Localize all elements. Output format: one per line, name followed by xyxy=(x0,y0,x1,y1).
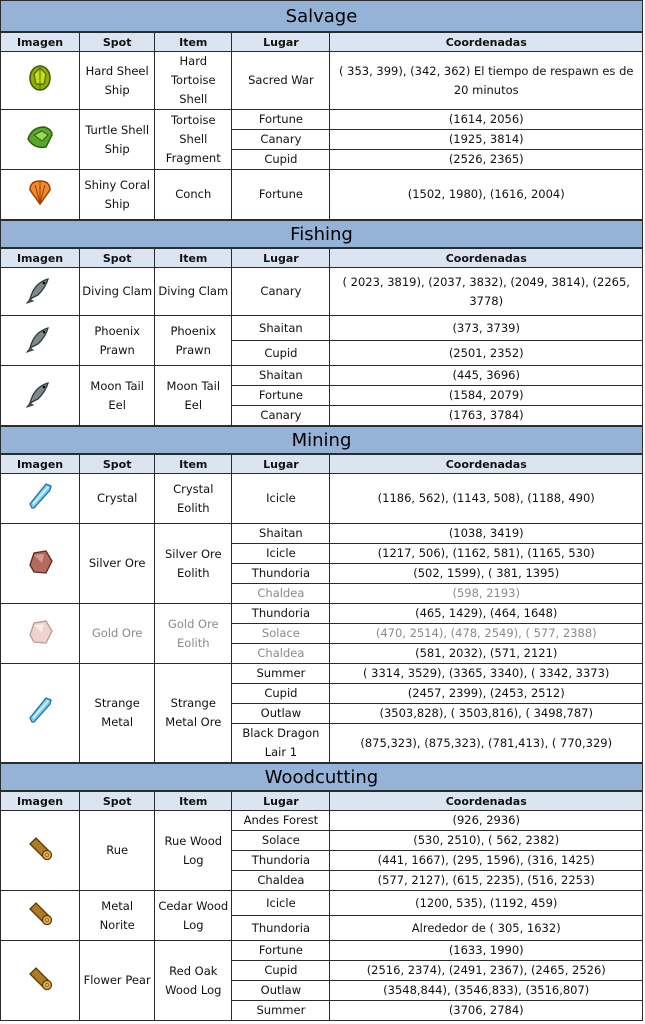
col-item: Item xyxy=(155,792,232,811)
row-coords: (1038, 3419) xyxy=(330,524,643,544)
crystal-icon xyxy=(24,480,56,512)
row-lugar: Cupid xyxy=(232,684,330,704)
row-coords: (1763, 3784) xyxy=(330,406,643,426)
row-lugar: Outlaw xyxy=(232,704,330,724)
header-row xyxy=(1,792,643,811)
row-lugar: Shaitan xyxy=(232,316,330,341)
table-row xyxy=(1,170,643,220)
salvage-table xyxy=(0,32,643,220)
row-item: Crystal Eolith xyxy=(155,474,232,524)
section-title-mining: Mining xyxy=(0,426,643,454)
row-coords: (3503,828), ( 3503,816), ( 3498,787) xyxy=(330,704,643,724)
row-coords: (2526, 2365) xyxy=(330,150,643,170)
row-item: Tortoise Shell Fragment xyxy=(155,110,232,170)
row-lugar: Sacred War xyxy=(232,52,330,110)
col-coordenadas: Coordenadas xyxy=(330,792,643,811)
row-lugar: Thundoria xyxy=(232,564,330,584)
row-item: Strange Metal Ore xyxy=(155,664,232,763)
row-item: Red Oak Wood Log xyxy=(155,941,232,1021)
col-coordenadas: Coordenadas xyxy=(330,33,643,52)
col-spot: Spot xyxy=(80,455,155,474)
table-row xyxy=(1,811,643,831)
row-coords: (1584, 2079) xyxy=(330,386,643,406)
row-lugar: Thundoria xyxy=(232,851,330,871)
table-row xyxy=(1,474,643,524)
header-row xyxy=(1,33,643,52)
row-lugar: Icicle xyxy=(232,544,330,564)
row-spot: Flower Pear xyxy=(80,941,155,1021)
row-lugar: Fortune xyxy=(232,941,330,961)
col-lugar: Lugar xyxy=(232,455,330,474)
row-lugar: Summer xyxy=(232,1001,330,1021)
row-lugar: Canary xyxy=(232,130,330,150)
row-lugar: Black Dragon Lair 1 xyxy=(232,724,330,763)
col-coordenadas: Coordenadas xyxy=(330,249,643,268)
row-lugar: Chaldea xyxy=(232,871,330,891)
row-coords: (2516, 2374), (2491, 2367), (2465, 2526) xyxy=(330,961,643,981)
table-row xyxy=(1,268,643,316)
row-image xyxy=(1,664,80,763)
row-spot: Rue xyxy=(80,811,155,891)
gold-ore-icon xyxy=(24,615,56,647)
row-image xyxy=(1,52,80,110)
row-coords: Alrededor de ( 305, 1632) xyxy=(330,916,643,941)
fish-icon xyxy=(24,377,56,409)
crystal-icon xyxy=(24,694,56,726)
table-row xyxy=(1,664,643,684)
row-lugar: Shaitan xyxy=(232,524,330,544)
row-image xyxy=(1,268,80,316)
row-coords: (1502, 1980), (1616, 2004) xyxy=(330,170,643,220)
row-image xyxy=(1,170,80,220)
row-spot: Diving Clam xyxy=(80,268,155,316)
table-row xyxy=(1,52,643,110)
row-image xyxy=(1,604,80,664)
log-icon xyxy=(24,962,56,994)
row-coords: (445, 3696) xyxy=(330,366,643,386)
section-title-fishing: Fishing xyxy=(0,220,643,248)
header-row xyxy=(1,249,643,268)
row-lugar: Summer xyxy=(232,664,330,684)
row-image xyxy=(1,891,80,941)
row-spot: Crystal xyxy=(80,474,155,524)
col-spot: Spot xyxy=(80,33,155,52)
row-lugar: Outlaw xyxy=(232,981,330,1001)
row-spot: Hard Sheel Ship xyxy=(80,52,155,110)
row-coords: (598, 2193) xyxy=(330,584,643,604)
row-spot: Metal Norite xyxy=(80,891,155,941)
row-item: Phoenix Prawn xyxy=(155,316,232,366)
row-spot: Silver Ore xyxy=(80,524,155,604)
row-image xyxy=(1,474,80,524)
row-lugar: Icicle xyxy=(232,474,330,524)
row-lugar: Solace xyxy=(232,624,330,644)
row-coords: (3548,844), (3546,833), (3516,807) xyxy=(330,981,643,1001)
row-coords: (1217, 506), (1162, 581), (1165, 530) xyxy=(330,544,643,564)
row-lugar: Thundoria xyxy=(232,604,330,624)
row-spot: Moon Tail Eel xyxy=(80,366,155,426)
col-lugar: Lugar xyxy=(232,792,330,811)
row-lugar: Icicle xyxy=(232,891,330,916)
row-coords: (875,323), (875,323), (781,413), ( 770,329) xyxy=(330,724,643,763)
row-item: Moon Tail Eel xyxy=(155,366,232,426)
col-spot: Spot xyxy=(80,792,155,811)
turtle-fragment-icon xyxy=(24,121,56,153)
row-image xyxy=(1,316,80,366)
row-coords: (530, 2510), ( 562, 2382) xyxy=(330,831,643,851)
woodcutting-table xyxy=(0,791,643,1021)
row-lugar: Fortune xyxy=(232,170,330,220)
row-item: Conch xyxy=(155,170,232,220)
table-row xyxy=(1,524,643,544)
row-coords: (926, 2936) xyxy=(330,811,643,831)
col-coordenadas: Coordenadas xyxy=(330,455,643,474)
row-lugar: Chaldea xyxy=(232,584,330,604)
section-title-woodcutting: Woodcutting xyxy=(0,763,643,791)
row-item: Gold Ore Eolith xyxy=(155,604,232,664)
tortoise-shell-icon xyxy=(24,62,56,94)
row-coords: (2501, 2352) xyxy=(330,341,643,366)
col-imagen: Imagen xyxy=(1,249,80,268)
row-lugar: Canary xyxy=(232,406,330,426)
row-image xyxy=(1,811,80,891)
row-spot: Phoenix Prawn xyxy=(80,316,155,366)
row-item: Hard Tortoise Shell xyxy=(155,52,232,110)
col-item: Item xyxy=(155,455,232,474)
log-icon xyxy=(24,897,56,929)
row-coords: (581, 2032), (571, 2121) xyxy=(330,644,643,664)
row-lugar: Cupid xyxy=(232,961,330,981)
col-imagen: Imagen xyxy=(1,792,80,811)
row-coords: (465, 1429), (464, 1648) xyxy=(330,604,643,624)
row-lugar: Chaldea xyxy=(232,644,330,664)
row-coords: (577, 2127), (615, 2235), (516, 2253) xyxy=(330,871,643,891)
row-coords: ( 2023, 3819), (2037, 3832), (2049, 3814), (2265, 3778) xyxy=(330,268,643,316)
row-coords: (1925, 3814) xyxy=(330,130,643,150)
row-lugar: Thundoria xyxy=(232,916,330,941)
row-lugar: Fortune xyxy=(232,110,330,130)
row-coords: ( 3314, 3529), (3365, 3340), ( 3342, 3373) xyxy=(330,664,643,684)
fish-icon xyxy=(24,322,56,354)
row-coords: (1200, 535), (1192, 459) xyxy=(330,891,643,916)
row-lugar: Cupid xyxy=(232,150,330,170)
row-lugar: Andes Forest xyxy=(232,811,330,831)
row-item: Rue Wood Log xyxy=(155,811,232,891)
row-lugar: Shaitan xyxy=(232,366,330,386)
row-lugar: Solace xyxy=(232,831,330,851)
log-icon xyxy=(24,832,56,864)
row-coords: ( 353, 399), (342, 362) El tiempo de respawn es de 20 minutos xyxy=(330,52,643,110)
row-spot: Strange Metal xyxy=(80,664,155,763)
row-image xyxy=(1,110,80,170)
fish-icon xyxy=(24,273,56,305)
row-coords: (1614, 2056) xyxy=(330,110,643,130)
row-item: Silver Ore Eolith xyxy=(155,524,232,604)
col-imagen: Imagen xyxy=(1,455,80,474)
row-coords: (1633, 1990) xyxy=(330,941,643,961)
row-item: Cedar Wood Log xyxy=(155,891,232,941)
row-coords: (373, 3739) xyxy=(330,316,643,341)
col-lugar: Lugar xyxy=(232,249,330,268)
table-row xyxy=(1,604,643,624)
row-coords: (3706, 2784) xyxy=(330,1001,643,1021)
row-image xyxy=(1,941,80,1021)
col-lugar: Lugar xyxy=(232,33,330,52)
row-lugar: Cupid xyxy=(232,341,330,366)
section-title-salvage: Salvage xyxy=(0,0,643,32)
table-row xyxy=(1,110,643,130)
mining-table xyxy=(0,454,643,763)
row-lugar: Canary xyxy=(232,268,330,316)
table-row xyxy=(1,891,643,916)
row-image xyxy=(1,366,80,426)
col-item: Item xyxy=(155,249,232,268)
col-item: Item xyxy=(155,33,232,52)
col-spot: Spot xyxy=(80,249,155,268)
row-spot: Gold Ore xyxy=(80,604,155,664)
row-coords: (441, 1667), (295, 1596), (316, 1425) xyxy=(330,851,643,871)
col-imagen: Imagen xyxy=(1,33,80,52)
conch-icon xyxy=(24,176,56,208)
row-item: Diving Clam xyxy=(155,268,232,316)
header-row xyxy=(1,455,643,474)
row-coords: (470, 2514), (478, 2549), ( 577, 2388) xyxy=(330,624,643,644)
table-row xyxy=(1,941,643,961)
row-coords: (502, 1599), ( 381, 1395) xyxy=(330,564,643,584)
row-coords: (1186, 562), (1143, 508), (1188, 490) xyxy=(330,474,643,524)
silver-ore-icon xyxy=(24,545,56,577)
table-row xyxy=(1,366,643,386)
row-spot: Shiny Coral Ship xyxy=(80,170,155,220)
row-lugar: Fortune xyxy=(232,386,330,406)
table-row xyxy=(1,316,643,341)
row-image xyxy=(1,524,80,604)
row-spot: Turtle Shell Ship xyxy=(80,110,155,170)
fishing-table xyxy=(0,248,643,426)
row-coords: (2457, 2399), (2453, 2512) xyxy=(330,684,643,704)
